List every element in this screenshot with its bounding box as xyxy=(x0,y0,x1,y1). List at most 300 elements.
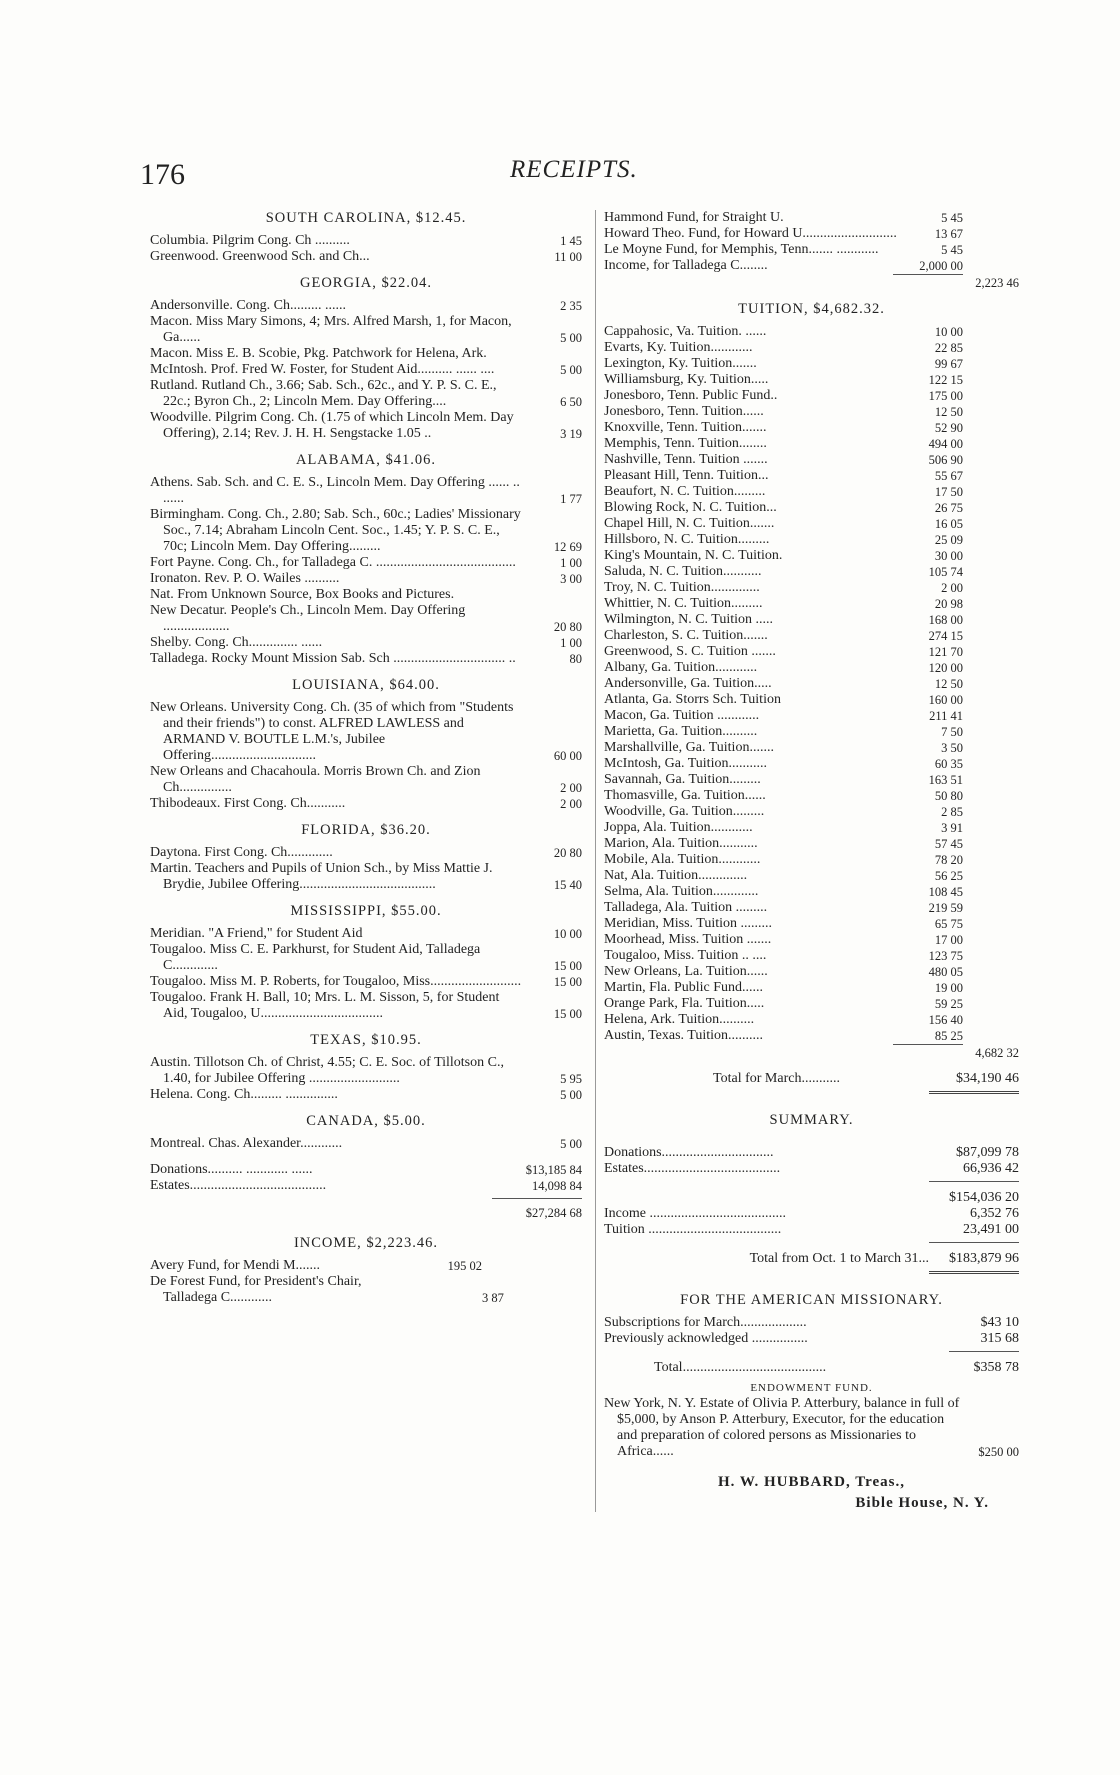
entry-text: McIntosh. Prof. Fred W. Foster, for Student Aid.......... ...... .... xyxy=(150,362,495,377)
entry-text: Macon. Miss Mary Simons, 4; Mrs. Alfred Marsh, 1, for Macon, Ga...... xyxy=(150,314,512,345)
entry-text: Fort Payne. Cong. Ch., for Talladega C. ........................................ xyxy=(150,555,516,570)
entry-text: Woodville. Pilgrim Cong. Ch. (1.75 of which Lincoln Mem. Day Offering), 2.14; Rev. J. H. H. Sengstacke 1.05 .. xyxy=(150,410,514,441)
entry-amount: 20 80 xyxy=(553,620,582,634)
entry-row xyxy=(150,475,582,507)
entry-row xyxy=(604,612,1019,628)
entry-amount: 123 75 xyxy=(928,949,963,963)
entry-text: Hillsboro, N. C. Tuition......... xyxy=(604,532,770,547)
section-title: TUITION, $4,682.32. xyxy=(738,301,885,317)
entry-text: Chapel Hill, N. C. Tuition....... xyxy=(604,516,775,531)
entry-row xyxy=(604,884,1019,900)
entry-text: Meridian, Miss. Tuition ......... xyxy=(604,916,773,931)
entry-row xyxy=(604,692,1019,708)
entry-amount: 168 00 xyxy=(928,613,963,627)
entry-row xyxy=(604,868,1019,884)
entry-row xyxy=(604,836,1019,852)
entry-text: Cappahosic, Va. Tuition. ...... xyxy=(604,324,767,339)
income-text: De Forest Fund, for President's Chair, Talladega C............ xyxy=(150,1274,362,1305)
entry-amount: 120 00 xyxy=(928,661,963,675)
entry-row xyxy=(150,603,582,635)
section-title: SUMMARY. xyxy=(769,1112,854,1128)
entry-row xyxy=(604,388,1019,404)
entry-amount: 59 25 xyxy=(934,997,963,1011)
entry-amount: 5 00 xyxy=(560,1088,582,1102)
entry-row xyxy=(604,452,1019,468)
entry-row xyxy=(604,660,1019,676)
summary-total: $183,879 96 xyxy=(949,1251,1019,1266)
entry-row xyxy=(604,226,1019,242)
entry-amount: 16 05 xyxy=(934,517,963,531)
entry-amount: 1 77 xyxy=(560,492,582,506)
entry-text: Nat. From Unknown Source, Box Books and Pictures. xyxy=(150,587,455,602)
entry-row xyxy=(150,861,582,893)
entry-row xyxy=(150,249,582,265)
entry-row xyxy=(604,772,1019,788)
entry-row xyxy=(150,1055,582,1087)
entry-amount: 5 95 xyxy=(560,1072,582,1086)
entry-row xyxy=(604,900,1019,916)
entry-text: Birmingham. Cong. Ch., 2.80; Sab. Sch., 60c.; Ladies' Missionary Soc., 7.14; Abraham Lincoln Cent. Soc., 1.45; Y. P. S. C. E., 70c; Lincoln Mem. Day Offering......... xyxy=(150,507,521,554)
summary-amount: $87,099 78 xyxy=(956,1145,1019,1160)
entry-text: Howard Theo. Fund, for Howard U........................... xyxy=(604,226,897,241)
endowment-title: ENDOWMENT FUND. xyxy=(750,1382,873,1394)
entry-row xyxy=(604,804,1019,820)
entry-amount: 15 00 xyxy=(553,975,582,989)
sum-amount: $27,284 68 xyxy=(525,1206,582,1220)
entry-amount: 5 45 xyxy=(941,243,963,257)
summary-amount: 66,936 42 xyxy=(963,1161,1019,1176)
summary-label: Tuition ...................................... xyxy=(604,1222,782,1237)
sum-row xyxy=(150,1205,582,1221)
entry-text: New Orleans and Chacahoula. Morris Brown Ch. and Zion Ch............... xyxy=(150,764,481,795)
entry-amount: 2,000 00 xyxy=(919,259,963,273)
entry-text: New Orleans. University Cong. Ch. (35 of which from "Students and their friends") to const. ALFRED LAWLESS and ARMAND V. BOUTLE L.M.'s, Jubilee Offering.............................. xyxy=(150,700,514,763)
entry-text: Charleston, S. C. Tuition....... xyxy=(604,628,768,643)
entry-text: Selma, Ala. Tuition............. xyxy=(604,884,759,899)
entry-row xyxy=(150,1136,582,1152)
entry-text: Greenwood, S. C. Tuition ....... xyxy=(604,644,776,659)
entry-amount: 5 45 xyxy=(941,211,963,225)
estates-label: Estates....................................... xyxy=(150,1178,327,1193)
running-title: RECEIPTS. xyxy=(510,156,638,183)
entry-text: Whittier, N. C. Tuition......... xyxy=(604,596,763,611)
entry-row xyxy=(604,548,1019,564)
entry-row xyxy=(604,580,1019,596)
entry-amount: 2 00 xyxy=(560,781,582,795)
entry-amount: 108 45 xyxy=(928,885,963,899)
summary-income-row xyxy=(604,1206,1019,1222)
entry-amount: 5 00 xyxy=(560,363,582,377)
entry-row xyxy=(604,1012,1019,1028)
missionary-label: Subscriptions for March................... xyxy=(604,1315,807,1330)
entry-amount: 494 00 xyxy=(928,437,963,451)
tuition-total-row xyxy=(604,1045,1019,1061)
entry-text: Thibodeaux. First Cong. Ch........... xyxy=(150,796,346,811)
section-summary xyxy=(604,1112,1019,1274)
entry-row xyxy=(150,555,582,571)
entry-row xyxy=(604,500,1019,516)
section-florida xyxy=(150,822,582,893)
entry-amount: 1 45 xyxy=(560,234,582,248)
estates-row xyxy=(150,1178,582,1194)
entry-text: Columbia. Pilgrim Cong. Ch .......... xyxy=(150,233,350,248)
entry-amount: 12 50 xyxy=(934,677,963,691)
tuition-total: 4,682 32 xyxy=(975,1046,1019,1060)
entry-row xyxy=(150,346,582,362)
section-title: GEORGIA, $22.04. xyxy=(300,275,432,291)
entry-amount: 19 00 xyxy=(934,981,963,995)
entry-amount: 15 40 xyxy=(553,878,582,892)
total-march-row xyxy=(604,1071,1019,1087)
entry-row xyxy=(604,932,1019,948)
entry-text: Tougaloo. Miss M. P. Roberts, for Tougaloo, Miss.......................... xyxy=(150,974,522,989)
entry-text: Wilmington, N. C. Tuition ..... xyxy=(604,612,774,627)
entry-text: Andersonville, Ga. Tuition..... xyxy=(604,676,772,691)
entry-text: Nat, Ala. Tuition.............. xyxy=(604,868,748,883)
entry-row xyxy=(604,532,1019,548)
summary-label: Estates....................................... xyxy=(604,1161,781,1176)
total-march-label: Total for March........... xyxy=(713,1071,840,1086)
left-column xyxy=(150,210,582,1306)
entry-amount: 56 25 xyxy=(934,869,963,883)
entry-text: Martin, Fla. Public Fund...... xyxy=(604,980,764,995)
entry-row xyxy=(604,484,1019,500)
entry-amount: 20 98 xyxy=(934,597,963,611)
donations-label: Donations.......... ............ ...... xyxy=(150,1162,313,1177)
entry-amount: 80 xyxy=(569,652,582,666)
entry-amount: 2 35 xyxy=(560,299,582,313)
entry-amount: 85 25 xyxy=(934,1029,963,1043)
entry-amount: 99 67 xyxy=(934,357,963,371)
income-row-2 xyxy=(150,1274,582,1306)
entry-text: Woodville, Ga. Tuition......... xyxy=(604,804,765,819)
entry-text: Talladega, Ala. Tuition ......... xyxy=(604,900,768,915)
section-title: FLORIDA, $36.20. xyxy=(301,822,431,838)
entry-amount: 17 00 xyxy=(934,933,963,947)
entry-row xyxy=(604,756,1019,772)
entry-row xyxy=(604,340,1019,356)
endowment-amount: $250 00 xyxy=(978,1445,1019,1459)
entry-text: Savannah, Ga. Tuition......... xyxy=(604,772,761,787)
income-total: 2,223 46 xyxy=(975,276,1019,290)
entry-row xyxy=(150,298,582,314)
summary-donations-row xyxy=(604,1145,1019,1161)
entry-amount: 160 00 xyxy=(928,693,963,707)
entry-row xyxy=(604,372,1019,388)
missionary-total-label: Total......................................... xyxy=(654,1360,827,1375)
summary-estates-row xyxy=(604,1161,1019,1177)
entry-row xyxy=(604,916,1019,932)
entry-text: Williamsburg, Ky. Tuition..... xyxy=(604,372,769,387)
missionary-label: Previously acknowledged ................ xyxy=(604,1331,808,1346)
treasurer-name: H. W. HUBBARD, Treas., xyxy=(717,1474,906,1490)
entry-text: Troy, N. C. Tuition.............. xyxy=(604,580,760,595)
entry-text: Nashville, Tenn. Tuition ....... xyxy=(604,452,768,467)
section-american-missionary xyxy=(604,1292,1019,1376)
entry-text: Daytona. First Cong. Ch............. xyxy=(150,845,333,860)
entry-text: Marietta, Ga. Tuition.......... xyxy=(604,724,758,739)
entry-row xyxy=(604,980,1019,996)
entry-row xyxy=(604,996,1019,1012)
section-title: CANADA, $5.00. xyxy=(306,1113,426,1129)
entry-text: Knoxville, Tenn. Tuition....... xyxy=(604,420,767,435)
entry-row xyxy=(150,1087,582,1103)
entry-text: Joppa, Ala. Tuition............ xyxy=(604,820,753,835)
entry-row xyxy=(150,651,582,667)
entry-row xyxy=(604,740,1019,756)
entry-text: Montreal. Chas. Alexander............ xyxy=(150,1136,343,1151)
summary-total-rule xyxy=(929,1271,1019,1274)
entry-amount: 156 40 xyxy=(928,1013,963,1027)
entry-row xyxy=(150,314,582,346)
entry-row xyxy=(150,233,582,249)
estates-amount: 14,098 84 xyxy=(532,1179,582,1193)
entry-row xyxy=(604,852,1019,868)
entry-row xyxy=(604,404,1019,420)
entry-amount: 15 00 xyxy=(553,1007,582,1021)
section-income-continued xyxy=(604,210,1019,291)
section-texas xyxy=(150,1032,582,1103)
entry-text: Meridian. "A Friend," for Student Aid xyxy=(150,926,363,941)
income-total-row xyxy=(604,275,1019,291)
section-south-carolina xyxy=(150,210,582,265)
entry-text: Mobile, Ala. Tuition............ xyxy=(604,852,761,867)
missionary-total-row xyxy=(604,1360,1019,1376)
sum-rule xyxy=(492,1198,582,1199)
section-title: INCOME, $2,223.46. xyxy=(293,1235,439,1251)
entry-amount: 2 00 xyxy=(941,581,963,595)
entry-row xyxy=(604,210,1019,226)
entry-text: Ironaton. Rev. P. O. Wailes .......... xyxy=(150,571,340,586)
entry-row xyxy=(150,845,582,861)
section-title: TEXAS, $10.95. xyxy=(310,1032,422,1048)
entry-text: Income, for Talladega C........ xyxy=(604,258,768,273)
entry-text: Hammond Fund, for Straight U. xyxy=(604,210,784,225)
total-march-amount: $34,190 46 xyxy=(956,1071,1019,1086)
entry-amount: 30 00 xyxy=(934,549,963,563)
entry-row xyxy=(604,468,1019,484)
entry-amount: 2 85 xyxy=(941,805,963,819)
entry-text: Marshallville, Ga. Tuition....... xyxy=(604,740,774,755)
summary-label: Income ....................................... xyxy=(604,1206,786,1221)
entry-text: Tougaloo. Miss C. E. Parkhurst, for Student Aid, Talladega C............. xyxy=(150,942,481,973)
income-amount: 3 87 xyxy=(482,1291,504,1305)
entry-amount: 3 50 xyxy=(941,741,963,755)
entry-amount: 17 50 xyxy=(934,485,963,499)
entry-row xyxy=(150,942,582,974)
entry-amount: 15 00 xyxy=(553,959,582,973)
entry-row xyxy=(150,700,582,764)
entry-text: Moorhead, Miss. Tuition ....... xyxy=(604,932,772,947)
entry-amount: 55 67 xyxy=(934,469,963,483)
entry-row xyxy=(604,708,1019,724)
entry-amount: 5 00 xyxy=(560,1137,582,1151)
section-title: ALABAMA, $41.06. xyxy=(295,452,437,468)
entry-row xyxy=(604,564,1019,580)
entry-amount: 50 80 xyxy=(934,789,963,803)
donations-row xyxy=(150,1162,582,1178)
entry-amount: 13 67 xyxy=(934,227,963,241)
summary-amount: 23,491 00 xyxy=(963,1222,1019,1237)
section-income xyxy=(150,1235,582,1306)
entry-amount: 25 09 xyxy=(934,533,963,547)
entry-row xyxy=(604,258,1019,274)
entry-amount: 274 15 xyxy=(928,629,963,643)
section-georgia xyxy=(150,275,582,442)
section-title: FOR THE AMERICAN MISSIONARY. xyxy=(680,1292,943,1308)
entry-amount: 3 19 xyxy=(560,427,582,441)
entry-row xyxy=(604,820,1019,836)
entry-text: Austin. Tillotson Ch. of Christ, 4.55; C. E. Soc. of Tillotson C., 1.40, for Jubilee Offering .......................... xyxy=(150,1055,504,1086)
entry-amount: 175 00 xyxy=(928,389,963,403)
entry-amount: 11 00 xyxy=(554,250,582,264)
entry-amount: 3 91 xyxy=(941,821,963,835)
entry-text: Martin. Teachers and Pupils of Union Sch., by Miss Mattie J. Brydie, Jubilee Offering....................................... xyxy=(150,861,493,892)
entry-text: Macon. Miss E. B. Scobie, Pkg. Patchwork for Helena, Ark. xyxy=(150,346,487,361)
entry-amount: 60 00 xyxy=(553,749,582,763)
section-title: LOUISIANA, $64.00. xyxy=(292,677,440,693)
section-title: SOUTH CAROLINA, $12.45. xyxy=(265,210,467,226)
entry-row xyxy=(150,974,582,990)
total-march-rule xyxy=(929,1091,1019,1094)
entry-text: Tougaloo, Miss. Tuition .. .... xyxy=(604,948,767,963)
right-column xyxy=(595,210,1019,1512)
entry-row xyxy=(150,635,582,651)
entry-row xyxy=(604,948,1019,964)
entry-row xyxy=(150,926,582,942)
entry-text: Jonesboro, Tenn. Public Fund.. xyxy=(604,388,778,403)
summary-rule xyxy=(929,1242,1019,1243)
income-row-1 xyxy=(150,1258,582,1274)
entry-row xyxy=(150,410,582,442)
section-title: MISSISSIPPI, $55.00. xyxy=(290,903,442,919)
entry-row xyxy=(604,628,1019,644)
income-text: Avery Fund, for Mendi M....... xyxy=(150,1258,321,1273)
entry-text: Macon, Ga. Tuition ............ xyxy=(604,708,760,723)
entry-text: Orange Park, Fla. Tuition..... xyxy=(604,996,765,1011)
entry-amount: 12 50 xyxy=(934,405,963,419)
entry-row xyxy=(604,242,1019,258)
donations-amount: $13,185 84 xyxy=(525,1163,582,1177)
entry-row xyxy=(604,596,1019,612)
treasurer-place: Bible House, N. Y. xyxy=(855,1495,989,1511)
entry-row xyxy=(150,796,582,812)
entry-text: Evarts, Ky. Tuition............ xyxy=(604,340,753,355)
entry-amount: 60 35 xyxy=(934,757,963,771)
section-tuition xyxy=(604,301,1019,1061)
summary-rule xyxy=(929,1181,1019,1182)
entry-text: Helena. Cong. Ch......... ............... xyxy=(150,1087,338,1102)
entry-row xyxy=(150,507,582,555)
entry-amount: 65 75 xyxy=(934,917,963,931)
entry-row xyxy=(150,990,582,1022)
entry-text: Andersonville. Cong. Ch......... ...... xyxy=(150,298,346,313)
entry-amount: 1 00 xyxy=(560,636,582,650)
entry-row xyxy=(604,964,1019,980)
entry-text: Blowing Rock, N. C. Tuition... xyxy=(604,500,777,515)
entry-row xyxy=(150,571,582,587)
entry-text: Tougaloo. Frank H. Ball, 10; Mrs. L. M. Sisson, 5, for Student Aid, Tougaloo, U................................... xyxy=(150,990,500,1021)
entry-text: King's Mountain, N. C. Tuition. xyxy=(604,548,783,563)
entry-text: McIntosh, Ga. Tuition........... xyxy=(604,756,767,771)
endowment-text: New York, N. Y. Estate of Olivia P. Atterbury, balance in full of $5,000, by Anson P. Atterbury, Executor, for the education and preparation of colored persons as Missionaries to Africa...... xyxy=(604,1396,960,1459)
entry-text: Atlanta, Ga. Storrs Sch. Tuition xyxy=(604,692,781,707)
entry-amount: 105 74 xyxy=(928,565,963,579)
entry-text: Athens. Sab. Sch. and C. E. S., Lincoln Mem. Day Offering ...... .. ...... xyxy=(150,475,520,506)
missionary-amount: $43 10 xyxy=(980,1315,1019,1330)
entry-row xyxy=(604,676,1019,692)
section-alabama xyxy=(150,452,582,667)
missionary-subs-row xyxy=(604,1315,1019,1331)
entry-amount: 163 51 xyxy=(928,773,963,787)
entry-amount: 1 00 xyxy=(560,556,582,570)
section-mississippi xyxy=(150,903,582,1022)
entry-amount: 122 15 xyxy=(928,373,963,387)
entry-row xyxy=(604,788,1019,804)
entry-text: Memphis, Tenn. Tuition........ xyxy=(604,436,767,451)
entry-text: New Decatur. People's Ch., Lincoln Mem. Day Offering ................... xyxy=(150,603,466,634)
entry-amount: 5 00 xyxy=(560,331,582,345)
section-louisiana xyxy=(150,677,582,812)
entry-text: Jonesboro, Tenn. Tuition...... xyxy=(604,404,764,419)
entry-amount: 10 00 xyxy=(553,927,582,941)
entry-amount: 12 69 xyxy=(553,540,582,554)
missionary-prev-row xyxy=(604,1331,1019,1347)
summary-tuition-row xyxy=(604,1222,1019,1238)
entry-text: Thomasville, Ga. Tuition...... xyxy=(604,788,766,803)
entry-amount: 20 80 xyxy=(553,846,582,860)
entry-row xyxy=(604,324,1019,340)
entry-row xyxy=(604,724,1019,740)
entry-row xyxy=(604,420,1019,436)
entry-text: Marion, Ala. Tuition........... xyxy=(604,836,758,851)
entry-amount: 506 90 xyxy=(928,453,963,467)
entry-text: Talladega. Rocky Mount Mission Sab. Sch ................................ .. xyxy=(150,651,516,666)
entry-amount: 26 75 xyxy=(934,501,963,515)
endowment-row xyxy=(604,1396,1019,1460)
entry-amount: 211 41 xyxy=(929,709,963,723)
entry-amount: 6 50 xyxy=(560,395,582,409)
entry-text: New Orleans, La. Tuition...... xyxy=(604,964,768,979)
entry-amount: 10 00 xyxy=(934,325,963,339)
entry-amount: 52 90 xyxy=(934,421,963,435)
entry-row xyxy=(604,644,1019,660)
entry-text: Helena, Ark. Tuition.......... xyxy=(604,1012,755,1027)
entry-text: Le Moyne Fund, for Memphis, Tenn....... ............ xyxy=(604,242,879,257)
summary-total-label: Total from Oct. 1 to March 31... xyxy=(749,1251,929,1266)
summary-subtotal: $154,036 20 xyxy=(949,1190,1019,1205)
entry-amount: 22 85 xyxy=(934,341,963,355)
entry-row xyxy=(604,436,1019,452)
entry-amount: 57 45 xyxy=(934,837,963,851)
entry-amount: 2 00 xyxy=(560,797,582,811)
entry-amount: 3 00 xyxy=(560,572,582,586)
entry-amount: 7 50 xyxy=(941,725,963,739)
entry-text: Austin, Texas. Tuition.......... xyxy=(604,1028,764,1043)
entry-text: Shelby. Cong. Ch.............. ...... xyxy=(150,635,323,650)
entry-text: Lexington, Ky. Tuition....... xyxy=(604,356,757,371)
entry-row xyxy=(604,356,1019,372)
entry-text: Greenwood. Greenwood Sch. and Ch... xyxy=(150,249,370,264)
entry-text: Beaufort, N. C. Tuition......... xyxy=(604,484,766,499)
entry-text: Saluda, N. C. Tuition........... xyxy=(604,564,762,579)
summary-total-row xyxy=(604,1251,1019,1267)
entry-row xyxy=(150,587,582,603)
summary-subtotal-row xyxy=(604,1190,1019,1206)
entry-row xyxy=(150,764,582,796)
entry-text: Albany, Ga. Tuition............ xyxy=(604,660,758,675)
page-number: 176 xyxy=(140,158,185,191)
